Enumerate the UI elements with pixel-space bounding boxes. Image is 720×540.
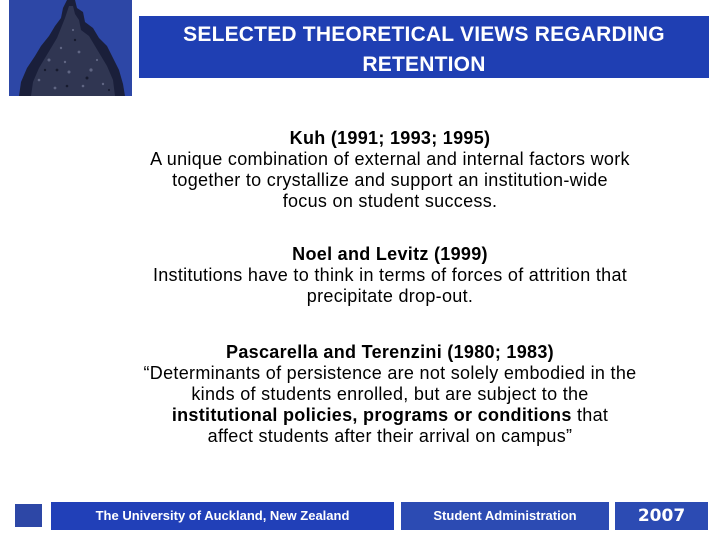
title-line-1: SELECTED THEORETICAL VIEWS REGARDING [183, 23, 665, 46]
footer-university: The University of Auckland, New Zealand [51, 502, 394, 530]
emphasis-tail: that [571, 405, 609, 425]
view-line-emphasis [90, 405, 690, 426]
view-line: Institutions have to think in terms of forces of attrition that [152, 265, 628, 285]
view-heading: Noel and Levitz (1999) [292, 244, 488, 264]
slide-title [139, 20, 709, 80]
emphasis-text: institutional policies, programs or conditions [171, 405, 572, 425]
view-line: affect students after their arrival on campus” [207, 426, 573, 446]
footer-square [15, 504, 42, 527]
university-logo-icon [9, 0, 132, 96]
view-line: “Determinants of persistence are not solely embodied in the [143, 363, 637, 383]
footer-year: 2007 [615, 502, 708, 530]
view-line: together to crystallize and support an institution-wide [172, 170, 608, 190]
title-line-2: RETENTION [362, 53, 486, 76]
view-line: focus on student success. [282, 191, 498, 211]
view-heading: Pascarella and Terenzini (1980; 1983) [226, 342, 554, 362]
view-line: A unique combination of external and internal factors work [150, 149, 630, 169]
view-line: precipitate drop-out. [306, 286, 474, 306]
footer-department: Student Administration [401, 502, 609, 530]
view-pascarella-terenzini [90, 342, 690, 447]
view-heading: Kuh (1991; 1993; 1995) [289, 128, 491, 148]
view-noel-levitz [90, 244, 690, 307]
view-kuh [90, 128, 690, 212]
view-line: kinds of students enrolled, but are subject to the [191, 384, 589, 404]
